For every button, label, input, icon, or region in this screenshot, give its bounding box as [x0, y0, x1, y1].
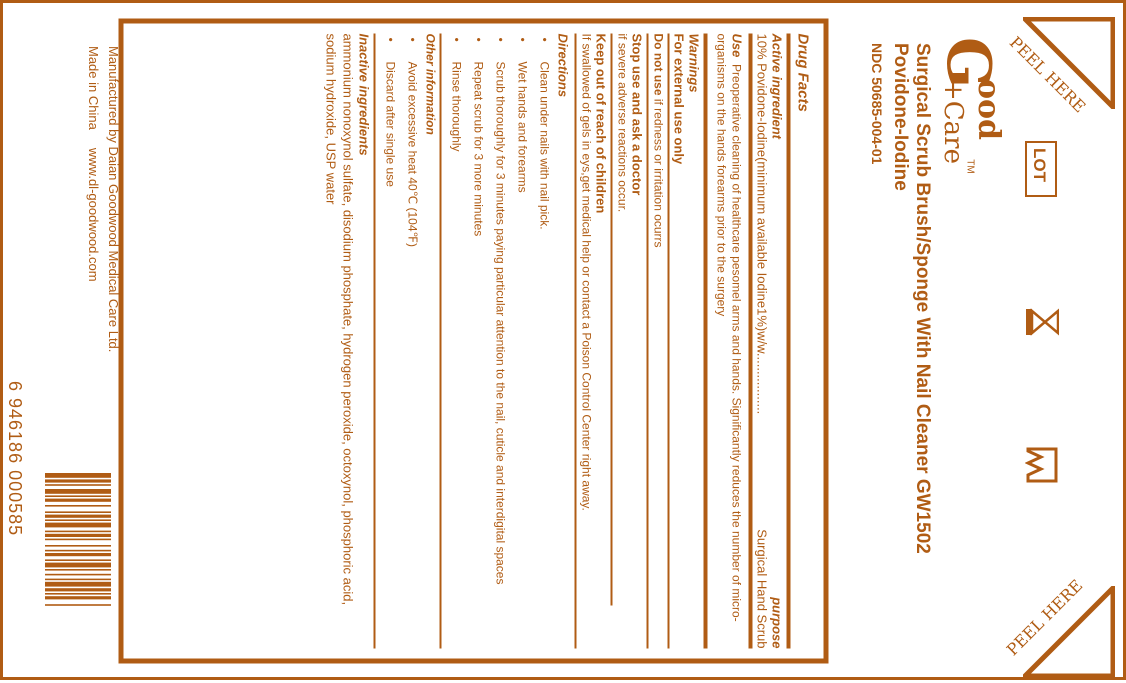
barcode-bar — [45, 523, 111, 528]
barcode-digits-wrap — [3, 381, 25, 671]
barcode-bar — [45, 479, 111, 482]
website-text: www.dl-goodwood.com — [86, 147, 101, 282]
barcode-bar — [45, 473, 111, 478]
logo-ood: ood — [971, 79, 1006, 140]
use-heading: Use — [729, 33, 744, 57]
list-item: • Discard after single use — [383, 33, 397, 648]
directions-heading: Directions — [555, 33, 570, 97]
active-ingredient-header — [769, 33, 784, 648]
barcode-bar — [45, 579, 111, 581]
use-section — [709, 33, 746, 648]
keep-out-text: If swallowed of gels in eys,get medical help or contact a Poison Control Center right away. — [579, 33, 593, 511]
ndc-number: NDC 50685-004-01 — [869, 43, 885, 165]
barcode-digits: 6 946186 000585 — [5, 381, 25, 537]
directions-list — [449, 33, 551, 648]
barcode-bar — [45, 553, 111, 556]
warnings-heading: Warnings — [686, 33, 701, 92]
barcode-bar — [45, 534, 111, 537]
other-info-list — [383, 33, 419, 648]
barcode-bar — [45, 563, 111, 568]
inactive-text: ammonium nonoxynol sulfate, disodium phosphate, hydrogen peroxide, octoxynol, phosphoric acid, sodium hydroxide, USP water — [323, 33, 355, 605]
stop-use-heading: Stop use and ask a doctor — [629, 33, 644, 195]
barcode-bar — [45, 495, 111, 497]
barcode-bar — [45, 539, 111, 541]
use-text: Preoperative cleaning of healthcare pesomel arms and hands. Significantly reduces the number of micro-organisms on the hands forearms prior to the surgery — [714, 33, 743, 622]
made-in-text: Made in China — [86, 46, 101, 130]
product-subtitle: Povidone-Iodine — [890, 43, 911, 191]
do-not-use-section — [650, 33, 665, 648]
other-info-heading: Other information — [423, 33, 437, 135]
barcode-bar — [45, 484, 111, 486]
barcode-bar — [45, 569, 111, 571]
barcode-bar — [45, 604, 111, 606]
active-ingredient-heading: Active ingredient — [769, 33, 784, 139]
expiry-hourglass-icon — [1025, 307, 1059, 337]
logo-care: +Care — [938, 79, 968, 164]
barcode-bar — [45, 593, 111, 595]
purpose-text: Surgical Hand Scrub — [754, 528, 769, 648]
barcode-bar — [45, 559, 111, 561]
inactive-heading: Inactive ingredients — [356, 33, 371, 156]
barcode-bar — [45, 582, 111, 587]
list-item: • Wet hands and forearms — [515, 33, 529, 648]
drug-facts-panel — [118, 18, 828, 663]
barcode-bar — [45, 588, 111, 591]
active-ingredient-text: 10% Povidone-Iodine(minimum available Iodine1%)w/w................. — [754, 33, 769, 414]
trademark-mark: TM — [964, 159, 976, 174]
barcode-bar — [45, 550, 111, 552]
barcode-icon — [23, 473, 111, 665]
lot-label: LOT — [1030, 148, 1049, 182]
peel-here-bottom[interactable]: PEEL HERE — [1002, 575, 1087, 660]
barcode-bar — [45, 499, 111, 502]
product-title: Surgical Scrub Brush/Sponge With Nail Cleaner GW1502 — [912, 43, 933, 554]
barcode-bar — [45, 489, 111, 494]
logo-g: G — [933, 37, 1003, 89]
external-use-text: For external use only — [671, 33, 686, 164]
do-not-use-text: if redness or irritation ocurrs — [651, 95, 665, 248]
peel-here-top[interactable]: PEEL HERE — [1005, 32, 1090, 117]
barcode-bar — [45, 519, 111, 521]
barcode-bar — [45, 505, 111, 507]
barcode-bar — [45, 515, 111, 518]
stop-use-text: if severe adverse reactions occur. — [615, 33, 629, 212]
list-item: • Scrub thoroughly for 3 minutes paying particular attention to the nail, cuticle and interdigital spaces — [493, 33, 507, 648]
manufacturer-factory-icon — [1025, 447, 1059, 483]
purpose-heading: purpose — [769, 596, 784, 648]
barcode-bar — [45, 531, 111, 533]
barcode-bar — [45, 545, 111, 547]
barcode-bar — [45, 596, 111, 599]
list-item: • Rinse thoroughly — [449, 33, 463, 648]
list-item: • Repeat scrub for 3 more minutes — [471, 33, 485, 648]
keep-out-heading: Keep out of reach of children — [593, 33, 608, 213]
active-ingredient-row — [754, 33, 769, 648]
list-item: • Clean under nails with nail pick. — [537, 33, 551, 648]
drug-facts-title: Drug Facts — [794, 33, 811, 112]
manufacturer-footer — [53, 46, 123, 406]
barcode-bar — [45, 574, 111, 576]
do-not-use-heading: Do not use — [651, 33, 665, 95]
manufacturer-text: Manufactured by Daian Goodwood Medical Care Ltd. — [106, 46, 121, 353]
made-in-row — [83, 46, 103, 406]
barcode-bar — [45, 511, 111, 513]
list-item: • Avoid excessive heat 40℃ (104℉) — [405, 33, 419, 648]
product-header — [833, 43, 933, 683]
